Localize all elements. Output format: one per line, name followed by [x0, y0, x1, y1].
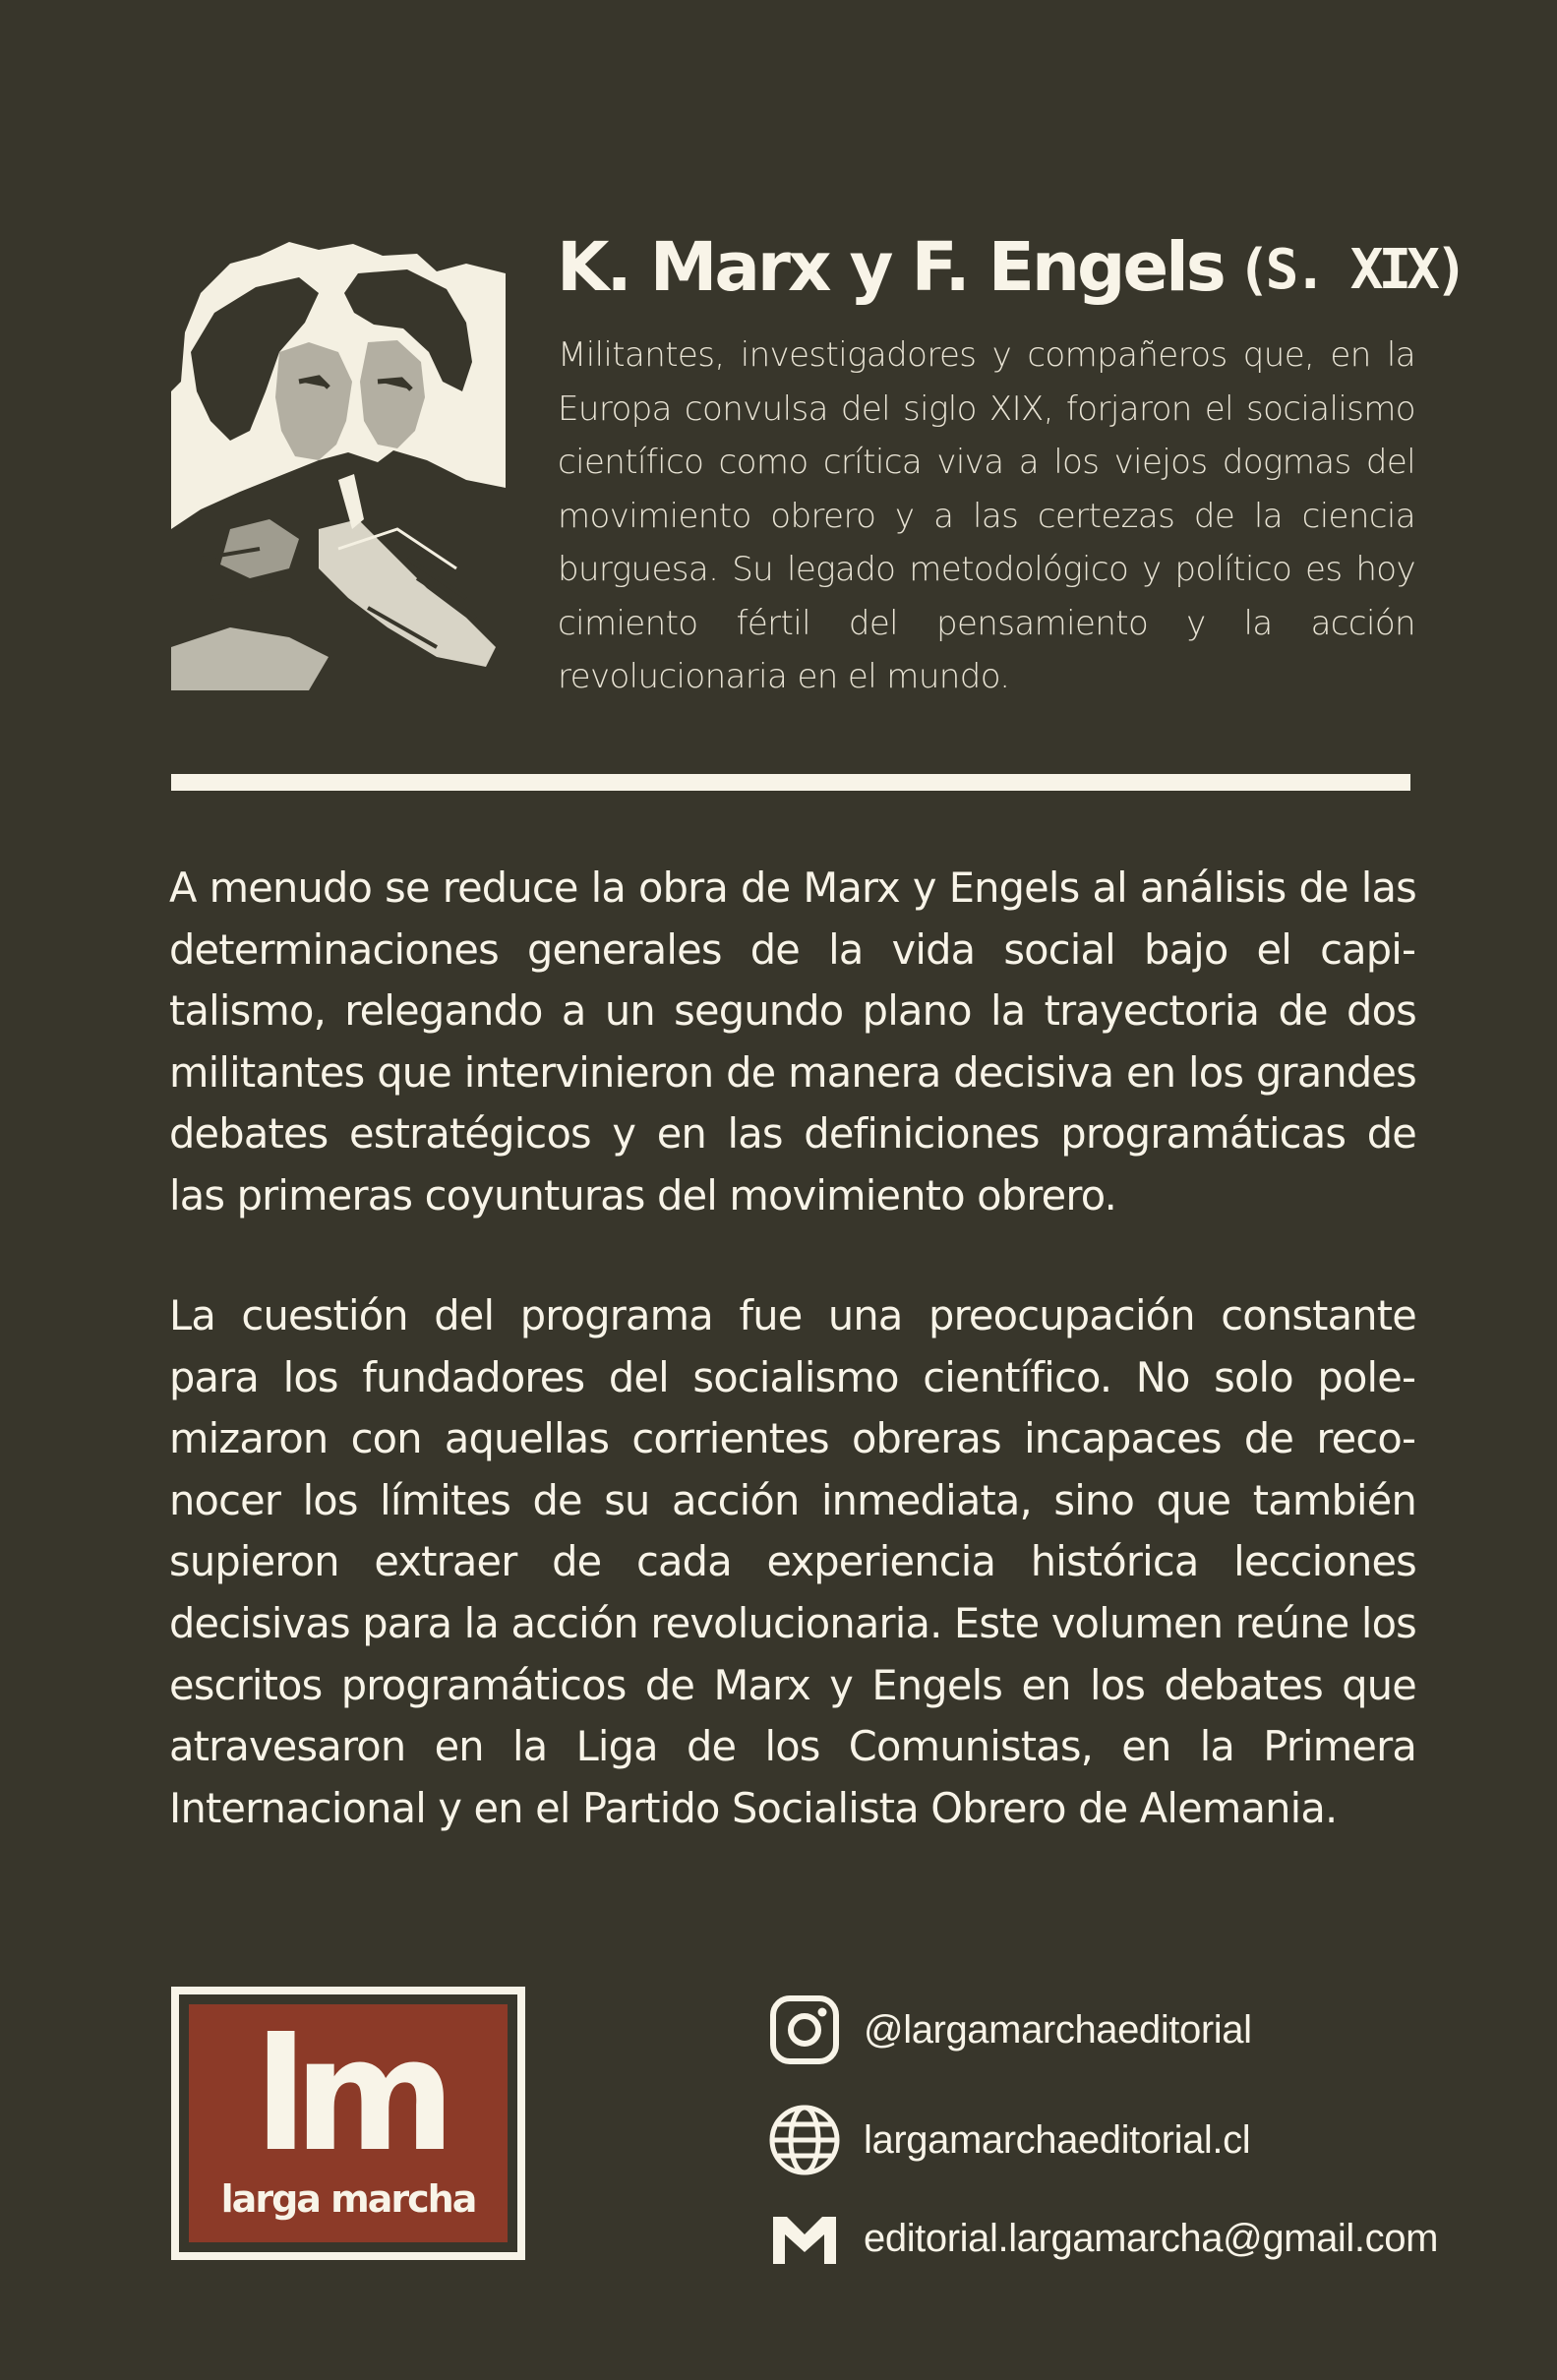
publisher-logo — [171, 1987, 525, 2260]
author-bio: Militantes, investigadores y compañeros que, en la Europa convulsa del siglo XIX, forjaron el socialismo científico como crítica viva a los viejos dogmas del movimiento obrero y a las certezas de la ciencia burguesa. Su legado metodológico y político es hoy cimiento fértil del pensamiento y la acción revolucionaria en el mundo. — [558, 335, 1415, 696]
website-link[interactable]: largamarchaeditorial.cl — [864, 2118, 1251, 2162]
section-divider — [171, 774, 1410, 791]
contact-website[interactable] — [767, 2103, 1456, 2181]
instagram-handle[interactable]: @largamarchaeditorial — [864, 2008, 1252, 2052]
gmail-icon — [767, 2201, 842, 2276]
publisher-logo-name: larga marcha — [220, 2177, 476, 2221]
contact-instagram[interactable] — [767, 1993, 1456, 2071]
author-heading — [557, 218, 1464, 320]
synopsis-paragraph: A menudo se reduce la obra de Marx y Engels al análisis de las determinaciones generales de la vida social bajo el capitalismo, relegando a un segundo plano la trayectoria de dos militantes que intervinieron de manera decisiva en los grandes debates estratégicos y en las definiciones programáticas de las primeras coyunturas del movimiento obrero. — [169, 863, 1416, 1220]
author-era: (S. XIX) — [1236, 238, 1464, 302]
publisher-logo-mark: lm — [254, 2005, 443, 2186]
contact-email[interactable] — [767, 2201, 1456, 2280]
instagram-icon — [767, 1993, 842, 2067]
email-address[interactable]: editorial.largamarcha@gmail.com — [864, 2217, 1438, 2260]
publisher-logo-block — [189, 2004, 508, 2242]
globe-icon — [767, 2103, 842, 2177]
synopsis-paragraph: La cuestión del programa fue una preocupación constante para los fundadores del socialismo científico. No solo polemizaron con aquellas corrientes obreras incapaces de reconocer los límites de su acción inmediata, sino que también supieron extraer de cada experiencia histórica lecciones decisivas para la acción revolucionaria. Este volumen reúne los escritos programáticos de Marx y Engels en los debates que atravesaron en la Liga de los Comunistas, en la Primera Internacional y en el Partido Socialista Obrero de Alemania. — [169, 1291, 1416, 1832]
author-name: K. Marx y F. Engels — [557, 228, 1224, 307]
author-portrait-engraving — [171, 234, 506, 690]
